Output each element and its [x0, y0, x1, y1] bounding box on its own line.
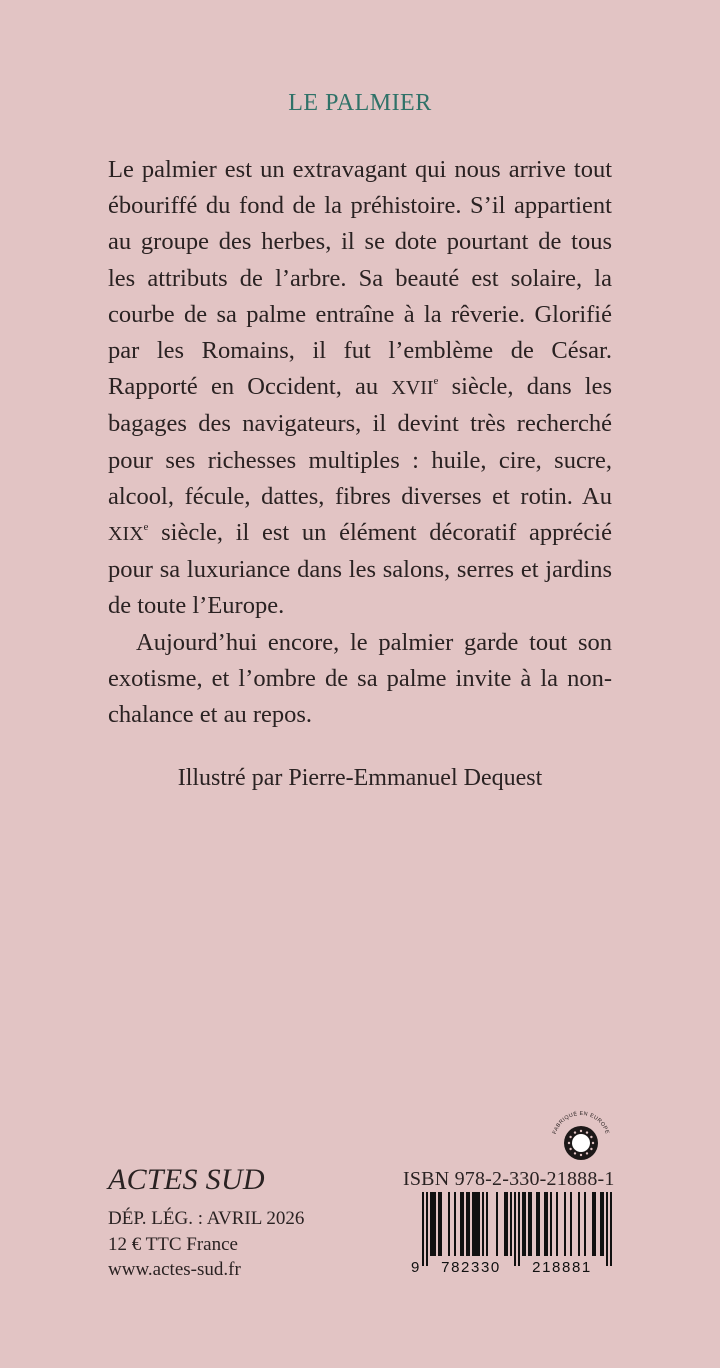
barcode-bar: [468, 1192, 470, 1256]
barcode-bar: [610, 1192, 612, 1266]
century-superscript: e: [433, 375, 439, 388]
barcode-digits-left: 782330: [441, 1259, 501, 1276]
barcode-bar: [432, 1192, 434, 1256]
century-roman-numeral: XVII: [391, 377, 434, 400]
barcode-bar: [472, 1192, 474, 1256]
barcode-bar: [460, 1192, 462, 1256]
publisher-website: www.actes-sud.fr: [108, 1259, 241, 1280]
barcode-bar: [546, 1192, 548, 1256]
fabrique-en-europe-badge-icon: [548, 1110, 614, 1170]
barcode-bar: [434, 1192, 436, 1256]
barcode-bar: [454, 1192, 456, 1256]
barcode-digits-right: 218881: [532, 1259, 592, 1276]
publisher-logo-text: ACTES SUD: [108, 1163, 265, 1196]
barcode-bar: [564, 1192, 566, 1256]
barcode-bar: [514, 1192, 516, 1266]
legal-deposit: DÉP. LÉG. : AVRIL 2026: [108, 1208, 305, 1229]
barcode-bar: [538, 1192, 540, 1256]
barcode-bar: [482, 1192, 484, 1256]
century-roman-numeral: XIX: [108, 523, 144, 546]
barcode-bar: [600, 1192, 602, 1256]
barcode-bar: [496, 1192, 498, 1256]
barcode-bar: [522, 1192, 524, 1256]
barcode-bar: [544, 1192, 546, 1256]
barcode-bar: [422, 1192, 424, 1266]
barcode-bar: [524, 1192, 526, 1256]
barcode-bar: [426, 1192, 428, 1266]
barcode-bar: [518, 1192, 520, 1266]
description-text-1: Le palmier est un extravagant qui nous arrive tout ébouriffé du fond de la préhistoire. S’il appartient au groupe des herbes, il se dote pourtant de tous les attributs de l’arbre. Sa beauté est solaire, la courbe de sa palme entraîne à la rêverie. Glorifié par les Romains, il fut l’emblème de César. Rapporté en Occident, au: [108, 156, 612, 401]
barcode-bar: [504, 1192, 506, 1256]
century-superscript: e: [143, 521, 149, 534]
back-cover-description: [108, 152, 612, 733]
barcode-bar: [440, 1192, 442, 1256]
barcode-bar: [602, 1192, 604, 1256]
barcode-lead-digit: 9: [411, 1259, 420, 1276]
illustrator-credit: Illustré par Pierre-Emmanuel Dequest: [177, 765, 543, 791]
isbn: ISBN 978-2-330-21888-1: [403, 1168, 615, 1190]
barcode-bar: [430, 1192, 432, 1256]
price: 12 € TTC France: [108, 1234, 238, 1255]
barcode-bar: [528, 1192, 530, 1256]
barcode-bar: [530, 1192, 532, 1256]
description-text-2: siècle, dans les bagages des navigateurs, il devint très recherché pour ses richesses multiples : huile, cire, sucre, alcool, fécule, dattes, fibres diverses et rotin. Au: [108, 373, 612, 510]
description-paragraph-1: [108, 152, 612, 625]
barcode-bar: [448, 1192, 450, 1256]
barcode-bar: [594, 1192, 596, 1256]
barcode-bar: [578, 1192, 580, 1256]
description-text-3: siècle, il est un élément décoratif apprécié pour sa luxuriance dans les salons, serres et jardins de toute l’Europe.: [108, 519, 612, 620]
book-title: LE PALMIER: [288, 90, 432, 116]
barcode-bar: [556, 1192, 558, 1256]
barcode-bar: [510, 1192, 512, 1256]
barcode-bar: [466, 1192, 468, 1256]
badge-label: FABRIQUÉ EN EUROPE: [552, 1110, 610, 1136]
barcode-bar: [476, 1192, 478, 1256]
barcode-bar: [462, 1192, 464, 1256]
barcode-bar: [438, 1192, 440, 1256]
barcode-bar: [506, 1192, 508, 1256]
barcode-bar: [550, 1192, 552, 1256]
barcode-bar: [474, 1192, 476, 1256]
barcode: [408, 1192, 614, 1278]
barcode-bar: [584, 1192, 586, 1256]
barcode-bar: [570, 1192, 572, 1256]
barcode-bar: [592, 1192, 594, 1256]
barcode-bar: [486, 1192, 488, 1256]
barcode-bar: [606, 1192, 608, 1266]
description-paragraph-2: Aujourd’hui encore, le palmier garde tout son exotisme, et l’ombre de sa palme invite à la nonchalance et au repos.: [108, 628, 612, 729]
barcode-bar: [536, 1192, 538, 1256]
barcode-bar: [478, 1192, 480, 1256]
